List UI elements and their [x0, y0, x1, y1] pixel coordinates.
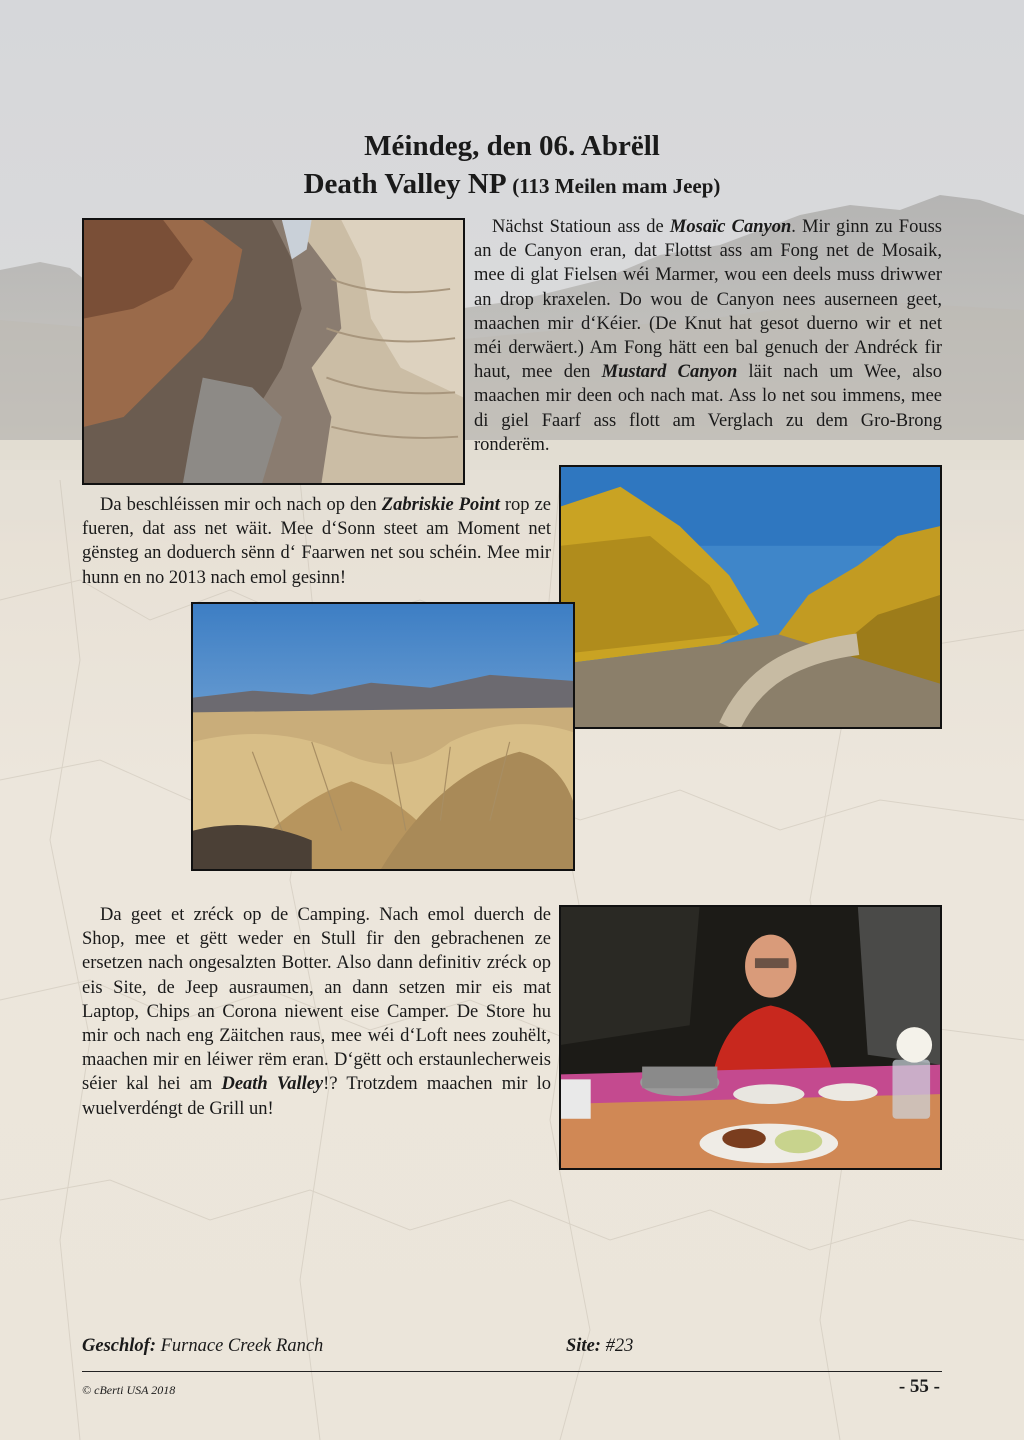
highlight-mustard-canyon: Mustard Canyon: [601, 362, 738, 383]
page-subtitle: [0, 168, 1024, 201]
photo-camping-dinner: [559, 905, 942, 1170]
paragraph-mosaic-canyon: Nächst Statioun ass de Mosaïc Canyon. Mir ginn zu Fouss an de Canyon eran, dat Flottst ass am Fong net de Mosaik, mee di glat Fielsen wéi Marmer, wou een deels muss driwwer an drop kraxelen. Do wou de Canyon nees auserneen geet, maachen mir d‘Kéier. (De Knut hat gesot duerno wir et net méi derwäert.) Am Fong hätt een bal genuch der Andréck fir haut, mee den Mustard Canyon läit nach um Wee, also maachen mir deen och nach mat. Ass lo net sou immens, mee di giel Faarf ass flott am Verglach zu dem Gro-Brong ronderëm.: [474, 217, 943, 455]
photo-mosaic-canyon: [82, 218, 465, 485]
highlight-mosaic-canyon: Mosaïc Canyon: [669, 217, 792, 237]
site-value: #23: [605, 1336, 634, 1356]
site-label: Site:: [566, 1336, 601, 1356]
sleep-label: Geschlof:: [82, 1336, 156, 1356]
page-number: - 55 -: [898, 1376, 940, 1397]
paragraph-camping: Da geet et zréck op de Camping. Nach emol duerch de Shop, mee et gëtt weder en Stull fir den gebrachenen ze ersetzen nach ongesalzten Botter. Also dann definitiv zréck op eis Site, de Jeep ausraumen, an dann setzen mir eis mat Laptop, Chips an Corona niewent eise Camper. De Store hu mir och nach eng Zäitchen raus, mee wéi d‘Loft nees zouhëlt, maachen mir en léiwer rëm eran. D‘gëtt och erstaunlecherweis séier kal hei am Death Valley!? Trotzdem maachen mir lo wuelverdéngt de Grill un!: [82, 905, 552, 1119]
footer-site-info: [566, 1336, 633, 1357]
photo-mustard-canyon: [559, 465, 942, 729]
highlight-death-valley: Death Valley: [221, 1074, 324, 1095]
subtitle-main: Death Valley NP: [303, 168, 505, 200]
footer-divider: [82, 1371, 942, 1372]
copyright: © cBerti USA 2018: [82, 1383, 176, 1397]
photo-zabriskie-point: [191, 602, 575, 871]
highlight-zabriskie-point: Zabriskie Point: [381, 495, 500, 515]
footer-sleep-info: [82, 1336, 323, 1357]
subtitle-note: (113 Meilen mam Jeep): [512, 174, 721, 198]
paragraph-zabriskie-point: Da beschléissen mir och nach op den Zabriskie Point rop ze fueren, dat ass net wäit. Mee d‘Sonn steet am Moment net gënsteg an doduerch sënn d‘ Faarwen net sou schéin. Mee mir hunn en no 2013 nach emol gesinn!: [82, 495, 551, 588]
page-title: Méindeg, den 06. Abrëll: [364, 130, 660, 162]
sleep-value: Furnace Creek Ranch: [160, 1336, 324, 1356]
